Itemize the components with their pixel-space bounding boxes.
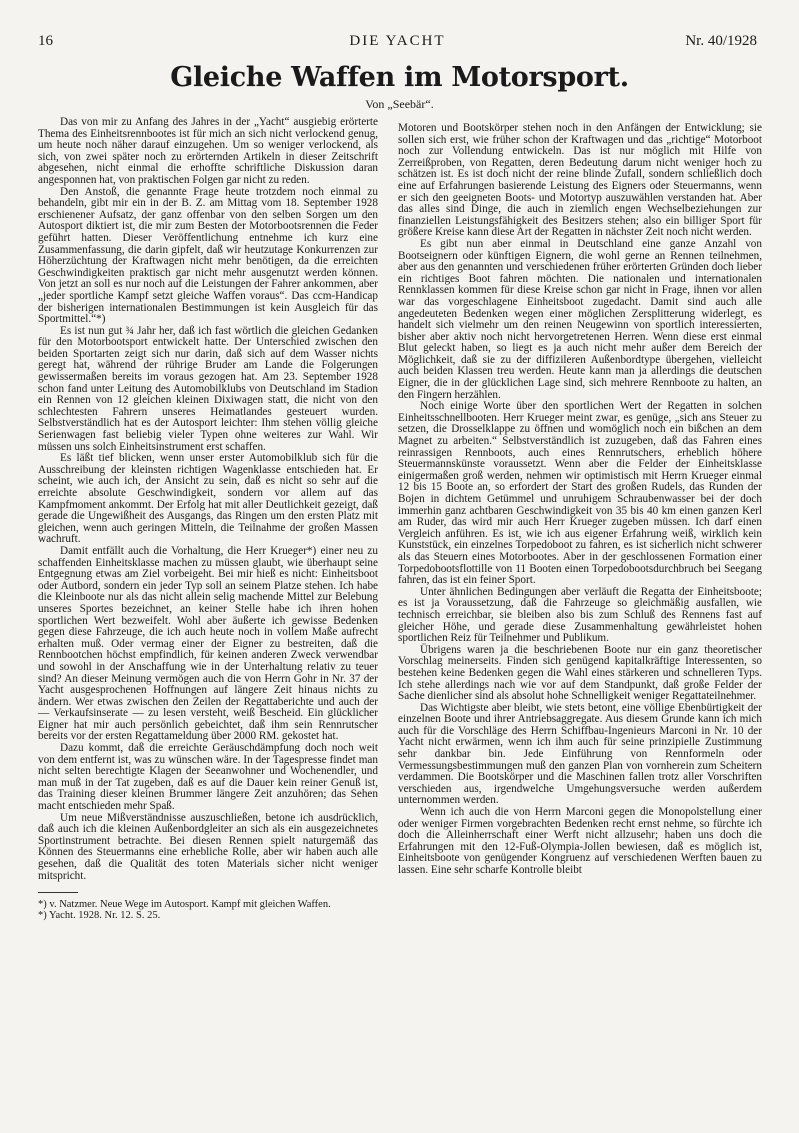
paragraph: Motoren und Bootskörper stehen noch in den Anfängen der Entwicklung; sie sollen sich erst, wie früher schon der Kraftwagen und das „richtige“ Motorboot noch zur Vollendung entwickeln. Das ist nur möglich mit Hilfe von Zerreißproben, von Regatten, deren Bedeutung darum nicht weniger hoch zu schätzen ist. Es ist doch nicht der reine blinde Zufall, sondern schließlich doch eine auf Erfahrungen basierende Leistung des Eigners oder Steuermanns, wenn er sich den geeigneten Boots- und Motortyp auszuwählen verstanden hat. Aber das alles sind Dinge, die auch in ziemlich engen Wechselbeziehungen zur finanziellen Leistungsfähigkeit des Besitzers stehen; also ein billiger Sport für größere Kreise kann diese Art der Regatten in nächster Zeit noch nicht werden. xyxy=(398,122,762,239)
paragraph: Es läßt tief blicken, wenn unser erster Automobilklub sich für die Ausschreibung der kleinsten richtigen Wagenklasse entschieden hat. Er scheint, wie auch ich, der Ansicht zu sein, daß es nicht so sehr auf die erreichte absolute Geschwindigkeit, sondern vor allem auf das Kampfmoment ankommt. Der Erfolg hat mit aller Deutlichkeit gezeigt, daß gerade die Ungewißheit des Ausgangs, das Ringen um den ersten Platz mit gleichen, wenn auch geringen Mitteln, die Teilnahme der großen Massen wachruft. xyxy=(38,452,378,546)
paragraph: Das Wichtigste aber bleibt, wie stets betont, eine völlige Ebenbürtigkeit der einzelnen Boote und ihrer Antriebsaggregate. Aus diesem Grunde kann ich mich auch für die Vorschläge des Herrn Schiffbau-Ingenieurs Marconi in Nr. 10 der Yacht nicht erwärmen, wenn ich ihm auch für seine prinzipielle Zustimmung sehr dankbar bin. Jede Einführung von Rennformeln oder Vermessungsbestimmungen muß den ganzen Plan von vornherein zum Scheitern verdammen. Die Bootskörper und die Maschinen fallen trotz aller Vorschriften verschieden aus, irgendwelche Umgehungsversuche werden außerdem unternommen werden. xyxy=(398,701,762,807)
paragraph: Wenn ich auch die von Herrn Marconi gegen die Monopolstellung einer oder weniger Firmen vorgebrachten Bedenken recht ernst nehme, so fürchte ich doch die Alleinherrschaft einer Werft nicht allzusehr; haben uns doch die Erfahrungen mit den 12-Fuß-Olympia-Jollen bewiesen, daß es möglich ist, Einheitsboote von genügender Kongruenz auf verschiedenen Werften bauen zu lassen. Eine sehr scharfe Kontrolle bleibt xyxy=(398,806,762,876)
paragraph: Übrigens waren ja die beschriebenen Boote nur ein ganz theoretischer Vorschlag meinerseits. Finden sich genügend kapitalkräftige Interessenten, so bestehen keine Bedenken gegen die Wahl eines stärkeren und schnelleren Typs. Ich stehe allerdings nach wie vor auf dem Standpunkt, daß große Felder der Sache dienlicher sind als absolut hohe Schnelligkeit weniger Regattateilnehmer. xyxy=(398,643,762,703)
paragraph: Damit entfällt auch die Vorhaltung, die Herr Krueger*) einer neu zu schaffenden Einheitsklasse machen zu müssen glaubt, wie überhaupt seine Entgegnung etwas am Ziel vorbeigeht. Bei mir hieß es nicht: Einheitsboot oder Autbord, sondern ein jeder Typ soll an seinem Platze stehen. Ich habe die Kleinboote nur als das nicht allein selig machende Mittel zur Belebung unseres Sportes bezeichnet, an keiner Stelle habe ich ihren hohen sportlichen Wert bezweifelt. Wohl aber äußerte ich gewisse Bedenken gegen diese Fahrzeuge, die ich auch heute noch in vollem Maße aufrecht erhalten muß. Oder vermag einer der Eigner zu bestreiten, daß die Rennbootchen höchst empfindlich, für keinen anderen Zweck verwendbar und sowohl in der Anschaffung wie in der Unterhaltung relativ zu teuer sind? An dieser Meinung vermögen auch die von Herrn Gohr in Nr. 37 der Yacht ausgesprochenen Hoffnungen auf längere Zeit hinaus nichts zu ändern. Wer etwas zwischen den Zeilen der Regattaberichte und auch der — Verkaufsinserate — zu lesen versteht, weiß Bescheid. Ein glücklicher Eigner hat mir auch persönlich gebeichtet, daß ihm sein Rennrutscher bereits vor der ersten Regattameldung über 2000 RM. gekostet hat. xyxy=(38,544,378,743)
magazine-title: DIE YACHT xyxy=(349,33,446,49)
footnote: *) Yacht. 1928. Nr. 12. S. 25. xyxy=(38,910,161,922)
page-number: 16 xyxy=(38,33,53,49)
paragraph: Es gibt nun aber einmal in Deutschland eine ganze Anzahl von Bootseignern oder künftigen Eignern, die wohl gerne an Rennen teilnehmen, aber aus den genannten und verschiedenen früher erörterten Gründen doch lieber ein richtiges Boot fahren möchten. Die nationalen und internationalen Rennklassen kommen für diese Kreise schon gar nicht in Frage, ihnen vor allen war das vorgeschlagene Einheitsboot zugedacht. Damit sind auch alle angedeuteten Bedenken wegen einer möglichen Zersplitterung widerlegt, es handelt sich vielmehr um den reinen Neugewinn von sportlich interessierten, bisher aber aktiv noch nicht hervorgetretenen Herren. Wenn diese erst einmal Blut geleckt haben, so liegt es ja auch nicht mehr außer dem Bereich der Möglichkeit, daß sie zu der diffizileren Außenbordtype übergehen, vielleicht auch beiden Klassen treu werden. Heute kann man ja allerdings die deutschen Eigner, die in der glücklichen Lage sind, sich mehrere Rennboote zu halten, an den Fingern herzählen. xyxy=(398,237,762,401)
article-title: Gleiche Waffen im Motorsport. xyxy=(170,62,629,93)
page-header xyxy=(38,33,757,51)
left-column xyxy=(38,117,378,921)
right-column xyxy=(398,123,762,877)
paragraph: Noch einige Worte über den sportlichen Wert der Regatten in solchen Einheitsschnellbooten. Herr Krueger meint zwar, es genüge, „sich ans Steuer zu setzen, die Drosselklappe zu öffnen und womöglich noch ein bißchen an dem Magnet zu arbeiten.“ Selbstverständlich ist zuzugeben, daß das Fahren eines reinrassigen Rennboots, auch eines Rennrutschers, erheblich höhere Steuermannskünste voraussetzt. Wenn aber die Felder der Einheitsklasse einigermaßen groß werden, nehmen wir optimistisch mit Herrn Krueger einmal 12 bis 15 Boote an, so erfordert der Start des großen Rudels, das Runden der Bojen in dichtem Getümmel und unruhigem Schraubenwasser bei der doch immerhin ganz achtbaren Geschwindigkeit von 35 bis 40 km einen ganzen Kerl am Ruder, das wird mir auch Herr Krueger zugeben müssen. Ich darf einen Vergleich anführen. Es ist, wie ich aus eigener Erfahrung weiß, wirklich kein Kunststück, ein einzelnes Torpedoboot zu fahren, es ist sicherlich nicht schwerer als das Steuern eines Motorbootes. Aber in der geschlossenen Formation einer Torpedobootsflottille von 11 Booten einen Torpedobootsdurchbruch bei Seegang fahren, das ist ein feiner Sport. xyxy=(398,400,762,587)
paragraph: Um neue Mißverständnisse auszuschließen, betone ich ausdrücklich, daß auch ich die kleinen Außenbordgleiter an sich als ein ausgezeichnetes Sportinstrument betrachte. Bei diesen Rennen spielt naturgemäß das Können des Steuermanns eine erhebliche Rolle, aber wir haben auch alle gesehen, daß die Qualität des toten Materials sicher nicht weniger mitspricht. xyxy=(38,811,378,882)
paragraph: Dazu kommt, daß die erreichte Geräuschdämpfung doch noch weit von dem entfernt ist, was zu wünschen wäre. In der Tagespresse findet man nicht selten berechtigte Klagen der Seeanwohner und Wochenendler, und man muß in der Tat zugeben, daß es auf die Dauer kein reiner Genuß ist, das Training dieser kleinen Brummer längere Zeit anzuhören; das Sehen macht entschieden mehr Spaß. xyxy=(38,742,378,813)
paragraph: Das von mir zu Anfang des Jahres in der „Yacht“ ausgiebig erörterte Thema des Einheitsrennbootes ist für mich an sich nicht verlockend genug, um heute noch näher darauf einzugehen. Um so weniger verlockend, als sich, von zwei später noch zu erörternden Artikeln in dieser Zeitschrift abgesehen, nicht einmal die erhoffte schriftliche Diskussion daran angesponnen hat, von praktischen Folgen gar nicht zu reden. xyxy=(38,116,378,186)
paragraph: Den Anstoß, die genannte Frage heute trotzdem noch einmal zu behandeln, gibt mir ein in der B. Z. am Mittag vom 18. September 1928 erschienener Aufsatz, der ganz offenbar von den selben Sorgen um den Autosport diktiert ist, die mir zum Besten der Motorbootsrennen die Feder geführt hatten. Dieser Veröffentlichung entnehme ich kurz eine Zusammenfassung, die darin gipfelt, daß wir heutzutage Konkurrenzen zur Höherzüchtung der Kraftwagen nicht mehr benötigen, da die erreichten Geschwindigkeiten praktisch gar nicht mehr ausgenutzt werden können. Von jetzt an soll es nur noch auf die Leistungen der Fahrer ankommen, aber „jeder sportliche Kampf setzt gleiche Waffen voraus“. Das ccm-Handicap der bisherigen internationalen Bestimmungen ist kein Ausgleich für das Sportmittel.“*) xyxy=(38,185,378,326)
article-byline: Von „Seebär“. xyxy=(365,97,434,111)
paragraph: Es ist nun gut ¾ Jahr her, daß ich fast wörtlich die gleichen Gedanken für den Motorbootsport entwickelt hatte. Der Unterschied zwischen den beiden Sportarten zeigt sich nur darin, daß sich auf dem Wasser nichts geregt hat, während der rührige Bruder am Lande die Folgerungen gewissermaßen bereits im voraus gezogen hat. Am 23. September 1928 schon fand unter Leitung des Automobilklubs von Deutschland im Stadion ein Rennen von 12 gleichen kleinen Dixiwagen statt, die nicht von den schlechtesten Fahrern unseres Heimatlandes gesteuert wurden. Selbstverständlich hat es der Autosport leichter: Ihm stehen völlig gleiche Serienwagen fast beliebig vieler Typen ohne weiteres zur Wahl. Wir müssen uns solch Einheitsinstrument erst schaffen. xyxy=(38,324,378,453)
footnote-divider xyxy=(38,892,78,893)
paragraph: Unter ähnlichen Bedingungen aber verläuft die Regatta der Einheitsboote; es ist ja Voraussetzung, daß die Fahrzeuge so gleichmäßig ausfallen, wie technisch erreichbar, sie bleiben also bis zum Schluß des Rennens fast auf gleicher Höhe, und gerade diese Zusammenhaltung gewährleistet hohen sportlichen Reiz für Teilnehmer und Publikum. xyxy=(398,585,762,645)
issue-number: Nr. 40/1928 xyxy=(685,33,757,49)
footnote: *) v. Natzmer. Neue Wege im Autosport. Kampf mit gleichen Waffen. xyxy=(38,899,331,911)
